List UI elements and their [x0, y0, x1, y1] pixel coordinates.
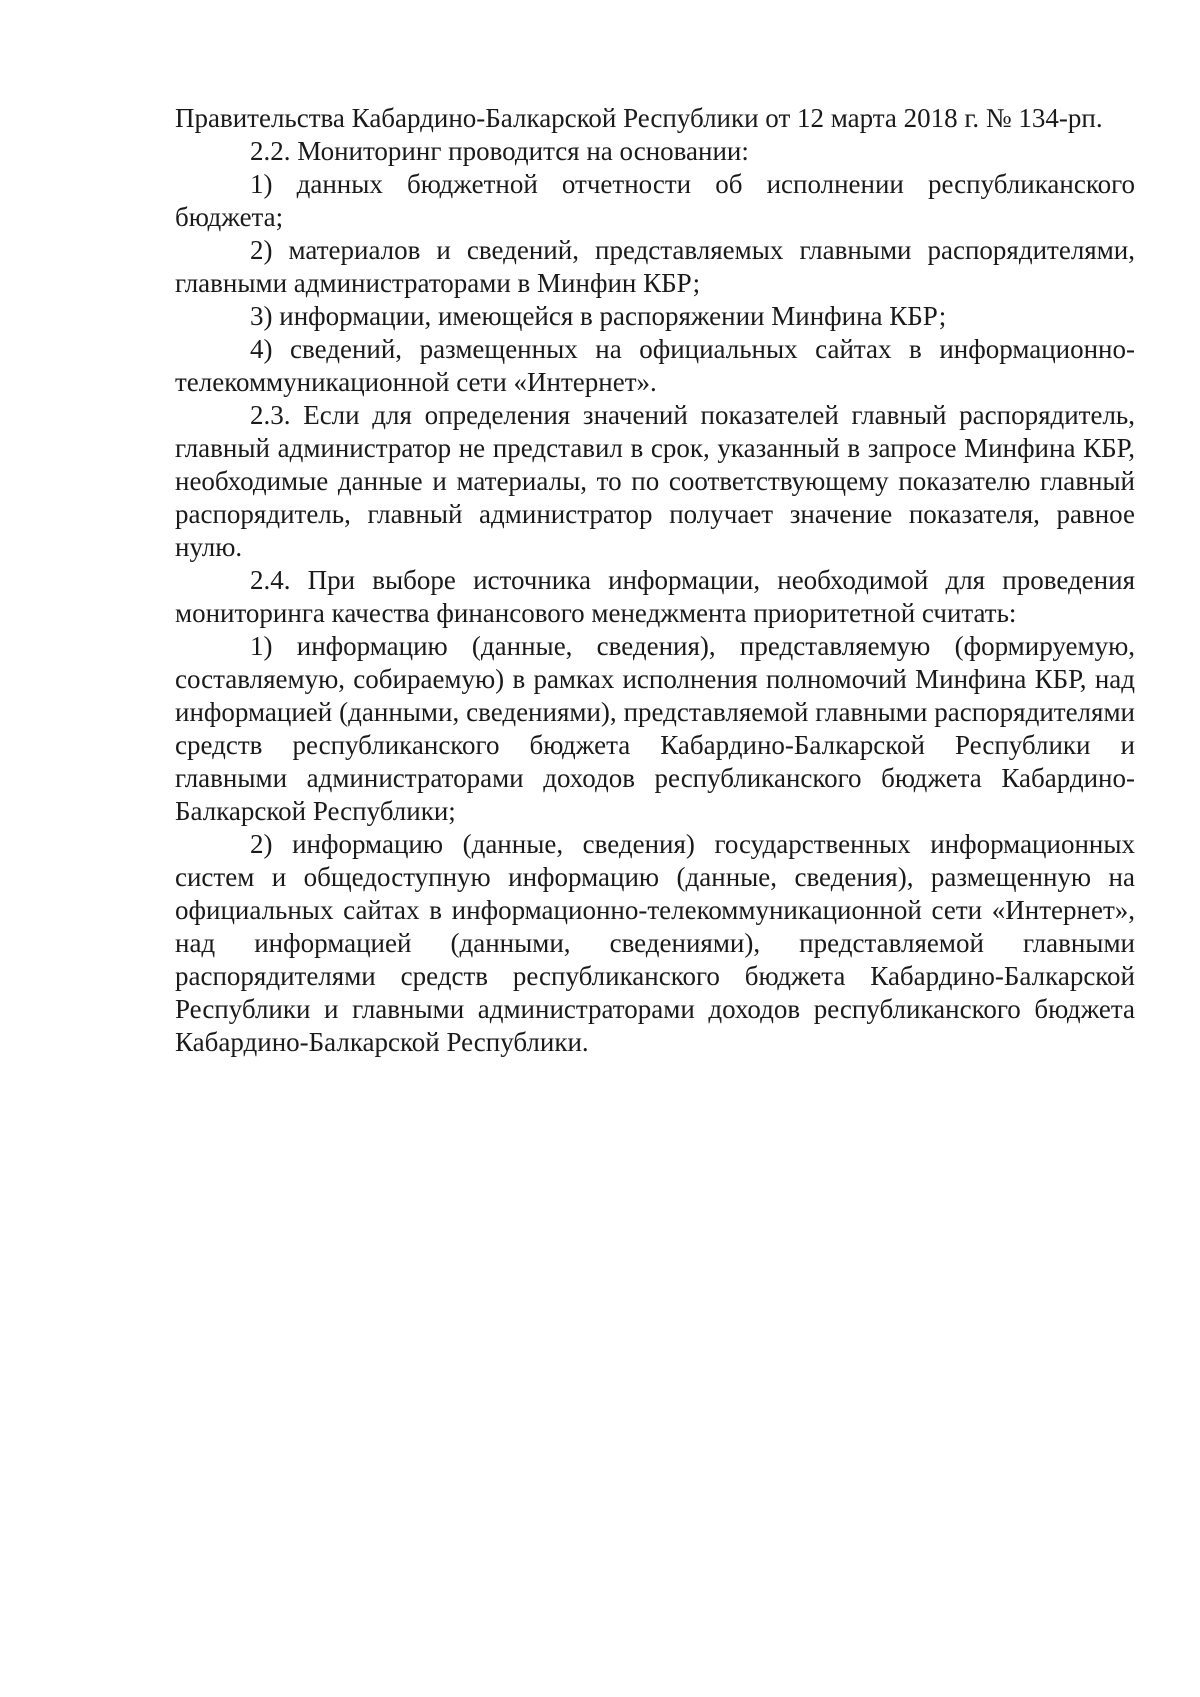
- document-body: [175, 102, 1135, 1059]
- list-item-2-4-2: 2) информацию (данные, сведения) государственных информационных систем и общедоступную информацию (данные, сведения), размещенную на официальных сайтах в информационно-телекоммуникационной сети «Интернет», над информацией (данными, сведениями), представляемой главными распорядителями средств республиканского бюджета Кабардино-Балкарской Республики и главными администраторами доходов республиканского бюджета Кабардино-Балкарской Республики.: [175, 829, 1135, 1057]
- paragraph-continuation: Правительства Кабардино-Балкарской Республики от 12 марта 2018 г. № 134-рп.: [175, 103, 1103, 133]
- list-item-2-2-2: 2) материалов и сведений, представляемых главными распорядителями, главными администраторами в Минфин КБР;: [175, 235, 1135, 298]
- paragraph-2-3: 2.3. Если для определения значений показателей главный распорядитель, главный администратор не представил в срок, указанный в запросе Минфина КБР, необходимые данные и материалы, то по соответствующему показателю главный распорядитель, главный администратор получает значение показателя, равное нулю.: [175, 400, 1135, 562]
- list-item-2-4-1: 1) информацию (данные, сведения), представляемую (формируемую, составляемую, собираемую) в рамках исполнения полномочий Минфина КБР, над информацией (данными, сведениями), представляемой главными распорядителями средств республиканского бюджета Кабардино-Балкарской Республики и главными администраторами доходов республиканского бюджета Кабардино-Балкарской Республики;: [175, 631, 1135, 826]
- list-item-2-2-3: 3) информации, имеющейся в распоряжении Минфина КБР;: [250, 301, 947, 331]
- list-item-2-2-1: 1) данных бюджетной отчетности об исполнении республиканского бюджета;: [175, 169, 1135, 232]
- paragraph-2-4: 2.4. При выборе источника информации, необходимой для проведения мониторинга качества финансового менеджмента приоритетной считать:: [175, 565, 1135, 628]
- paragraph-2-2: 2.2. Мониторинг проводится на основании:: [250, 136, 749, 166]
- list-item-2-2-4: 4) сведений, размещенных на официальных сайтах в информационно-телекоммуникационной сети «Интернет».: [175, 334, 1135, 397]
